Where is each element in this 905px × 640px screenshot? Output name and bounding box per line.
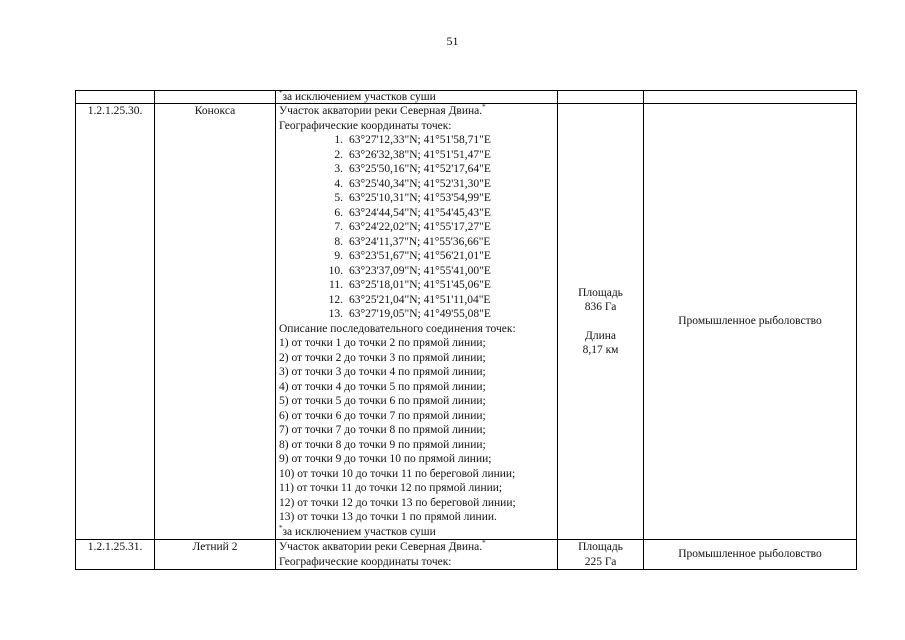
coordinate-item	[319, 264, 554, 279]
coordinate-index: 9.	[334, 250, 343, 262]
coordinate-item	[319, 220, 554, 235]
coordinate-item	[319, 307, 554, 322]
connection-item: 1) от точки 1 до точки 2 по прямой линии;	[279, 337, 486, 349]
coordinate-item	[319, 177, 554, 192]
coordinate-index: 12.	[328, 293, 343, 306]
table-row	[76, 104, 857, 540]
coordinate-value: 63°24'11,37"N; 41°55'36,66"E	[349, 235, 491, 248]
coordinate-item	[319, 278, 554, 293]
coordinates-list	[279, 133, 554, 322]
length-value: 8,17 км	[582, 344, 619, 356]
coordinate-value: 63°25'18,01"N; 41°51'45,06"E	[349, 279, 491, 291]
area-purpose: Промышленное рыболовство	[644, 104, 857, 540]
coordinate-value: 63°24'44,54"N; 41°54'45,43"E	[349, 206, 491, 219]
page-number: 51	[446, 34, 459, 48]
description-title: Участок акватории реки Северная Двина.*	[279, 103, 486, 117]
exclusion-note: *за исключением участков суши	[279, 523, 436, 538]
area-label: Площадь	[578, 286, 623, 299]
row-id: 1.2.1.25.30.	[76, 104, 155, 540]
coordinate-value: 63°27'19,05"N; 41°49'55,08"E	[349, 308, 491, 320]
coordinate-value: 63°27'12,33"N; 41°51'58,71"E	[349, 134, 491, 146]
coordinate-index: 13.	[328, 308, 343, 320]
connection-item: 5) от точки 5 до точки 6 по прямой линии;	[279, 395, 486, 407]
connection-item: 13) от точки 13 до точки 1 по прямой линии.	[279, 511, 497, 523]
coordinate-index: 11.	[329, 279, 343, 291]
description-title: Участок акватории реки Северная Двина.*	[279, 539, 486, 553]
coordinate-index: 7.	[334, 221, 343, 233]
connection-item: 10) от точки 10 до точки 11 по береговой линии;	[279, 467, 516, 480]
coordinate-value: 63°25'10,31"N; 41°53'54,99"E	[349, 192, 491, 204]
coordinate-index: 6.	[334, 206, 343, 219]
coordinate-index: 10.	[328, 264, 343, 277]
coordinate-value: 63°25'50,16"N; 41°52'17,64"E	[349, 163, 491, 175]
coords-heading: Географические координаты точек:	[279, 119, 452, 132]
area-size	[558, 104, 644, 540]
coordinate-item	[319, 162, 554, 177]
coordinate-item	[319, 148, 554, 163]
row-id: 1.2.1.25.31.	[76, 540, 155, 570]
cell-purpose	[644, 91, 857, 104]
area-name: Конокса	[155, 104, 276, 540]
connection-item: 6) от точки 6 до точки 7 по прямой линии;	[279, 409, 486, 422]
coordinate-index: 8.	[334, 235, 343, 248]
coordinate-value: 63°24'22,02"N; 41°55'17,27"E	[349, 221, 491, 233]
area-description	[276, 104, 558, 540]
connection-item: 2) от точки 2 до точки 3 по прямой линии;	[279, 351, 486, 364]
coordinate-item	[319, 133, 554, 148]
area-purpose: Промышленное рыболовство	[644, 540, 857, 570]
area-value: 836 Га	[584, 301, 617, 313]
coordinate-index: 1.	[334, 134, 343, 146]
coordinate-value: 63°25'40,34"N; 41°52'31,30"E	[349, 177, 491, 190]
coordinate-index: 3.	[334, 163, 343, 175]
coordinate-value: 63°26'32,38"N; 41°51'51,47"E	[349, 148, 491, 161]
cell-description	[276, 91, 558, 104]
coordinate-index: 5.	[334, 192, 343, 204]
area-value: 225 Га	[584, 555, 617, 568]
coordinate-value: 63°23'37,09"N; 41°55'41,00"E	[349, 264, 491, 277]
cell-name	[155, 91, 276, 104]
area-label: Площадь	[578, 541, 623, 553]
coords-heading: Географические координаты точек:	[279, 555, 452, 568]
connection-item: 3) от точки 3 до точки 4 по прямой линии;	[279, 366, 486, 378]
coordinate-value: 63°23'51,67"N; 41°56'21,01"E	[349, 250, 491, 262]
fishing-areas-table	[75, 90, 857, 570]
coordinate-item	[319, 249, 554, 264]
table-row	[76, 540, 857, 570]
length-label: Длина	[585, 329, 616, 342]
coordinate-index: 4.	[334, 177, 343, 190]
coordinate-item	[319, 206, 554, 221]
coordinate-item	[319, 191, 554, 206]
area-size	[558, 540, 644, 570]
table-row	[76, 91, 857, 104]
area-description	[276, 540, 558, 570]
cell-id	[76, 91, 155, 104]
connection-item: 12) от точки 12 до точки 13 по береговой линии;	[279, 496, 516, 509]
connection-item: 8) от точки 8 до точки 9 по прямой линии;	[279, 438, 486, 451]
connection-item: 4) от точки 4 до точки 5 по прямой линии;	[279, 380, 486, 393]
area-name: Летний 2	[155, 540, 276, 570]
cell-size	[558, 91, 644, 104]
coordinate-value: 63°25'21,04"N; 41°51'11,04"E	[349, 293, 491, 306]
coordinate-index: 2.	[334, 148, 343, 161]
connection-item: 11) от точки 11 до точки 12 по прямой линии;	[279, 482, 503, 494]
connection-item: 9) от точки 9 до точки 10 по прямой линии;	[279, 453, 492, 465]
coordinate-item	[319, 235, 554, 250]
connection-item: 7) от точки 7 до точки 8 по прямой линии;	[279, 424, 486, 436]
connections-heading: Описание последовательного соединения точек:	[279, 322, 516, 335]
connections-list	[279, 336, 554, 525]
coordinate-item	[319, 293, 554, 308]
exclusion-note: *за исключением участков суши	[279, 89, 436, 103]
